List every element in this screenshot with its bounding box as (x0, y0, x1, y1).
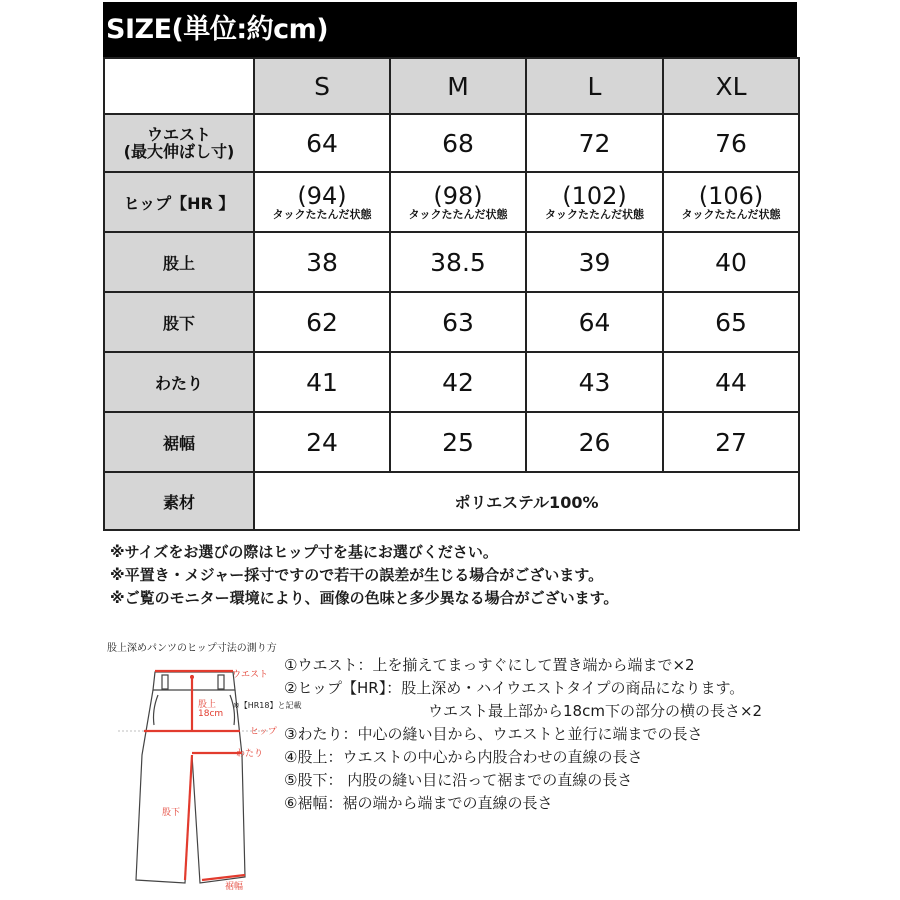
row-label-hem: 裾幅 (104, 412, 254, 472)
pants-illustration-icon (110, 655, 285, 895)
table-row-thigh (104, 352, 799, 412)
note-2: ※平置き・メジャー採寸ですので若干の誤差が生じる場合がございます。 (110, 566, 604, 584)
waist-xl: 76 (663, 114, 799, 172)
row-label-hip: ヒップ【HR 】 (104, 172, 254, 232)
inseam-s: 62 (254, 292, 390, 352)
size-table (103, 57, 800, 531)
size-header-l: L (526, 58, 663, 114)
size-table-title: SIZE(単位:約cm) (103, 2, 797, 58)
hip-s-value: (94) (297, 181, 347, 210)
table-row-rise (104, 232, 799, 292)
rise-xl: 40 (663, 232, 799, 292)
hip-xl (663, 172, 799, 232)
hem-m: 25 (390, 412, 526, 472)
waist-label-line2: (最大伸ばし寸) (123, 142, 235, 161)
diagram-label-hem: 裾幅 (225, 882, 244, 892)
table-row-hem (104, 412, 799, 472)
thigh-m: 42 (390, 352, 526, 412)
row-label-material: 素材 (104, 472, 254, 530)
waist-m: 68 (390, 114, 526, 172)
pants-diagram (110, 655, 302, 895)
waist-label-line1: ウエスト (146, 125, 211, 144)
diagram-label-rise: 股上 (198, 700, 217, 710)
howto-thigh: ③わたり：中心の縫い目から、ウエストと並行に端までの長さ (284, 725, 703, 743)
thigh-s: 41 (254, 352, 390, 412)
hip-xl-value: (106) (698, 181, 764, 210)
row-label-rise: 股上 (104, 232, 254, 292)
inseam-xl: 65 (663, 292, 799, 352)
diagram-label-waist: ウエスト (232, 670, 269, 680)
size-header-s: S (254, 58, 390, 114)
howto-hem: ⑥裾幅：裾の端から端までの直線の長さ (284, 794, 553, 812)
note-1: ※サイズをお選びの際はヒップ寸を基にお選びください。 (110, 543, 498, 561)
table-row-hip (104, 172, 799, 232)
thigh-xl: 44 (663, 352, 799, 412)
hip-m (390, 172, 526, 232)
waist-s: 64 (254, 114, 390, 172)
diagram-label-thigh: わたり (236, 749, 264, 759)
hip-m-note: タックたたんだ状態 (408, 207, 508, 221)
diagram-label-inseam: 股下 (162, 808, 181, 818)
hip-m-value: (98) (433, 181, 483, 210)
thigh-l: 43 (526, 352, 663, 412)
howto-hip-detail: ウエスト最上部から18cm下の部分の横の長さ×2 (428, 702, 763, 720)
howto-hip: ②ヒップ【HR】：股上深め・ハイウエストタイプの商品になります。 (284, 679, 745, 697)
note-3: ※ご覧のモニター環境により、画像の色味と多少異なる場合がございます。 (110, 589, 619, 607)
howto-rise: ④股上：ウエストの中心から内股合わせの直線の長さ (284, 748, 643, 766)
howto-inseam: ⑤股下： 内股の縫い目に沿って裾までの直線の長さ (284, 771, 633, 789)
table-row-waist (104, 114, 799, 172)
material-value: ポリエステル100% (254, 472, 799, 530)
rise-m: 38.5 (390, 232, 526, 292)
inseam-m: 63 (390, 292, 526, 352)
measurement-instructions (284, 654, 762, 815)
size-header-xl: XL (663, 58, 799, 114)
diagram-label-hr-note: ※【HR18】と記載 (233, 701, 302, 710)
size-header-m: M (390, 58, 526, 114)
size-notes (110, 541, 618, 610)
table-row-material (104, 472, 799, 530)
howto-waist: ①ウエスト：上を揃えてまっすぐにして置き端から端まで×2 (284, 656, 695, 674)
hem-xl: 27 (663, 412, 799, 472)
hip-l (526, 172, 663, 232)
waist-l: 72 (526, 114, 663, 172)
hip-l-note: タックたたんだ状態 (545, 207, 644, 221)
row-label-thigh: わたり (104, 352, 254, 412)
hip-s (254, 172, 390, 232)
row-label-inseam: 股下 (104, 292, 254, 352)
diagram-label-rise-cm: 18cm (198, 709, 224, 719)
size-header-row (104, 58, 799, 114)
inseam-l: 64 (526, 292, 663, 352)
diagram-label-hip: ヒップ (250, 727, 277, 737)
rise-s: 38 (254, 232, 390, 292)
hip-xl-note: タックたたんだ状態 (681, 207, 781, 221)
row-label-waist (104, 114, 254, 172)
diagram-title: 股上深めパンツのヒップ寸法の測り方 (107, 643, 277, 654)
hip-s-note: タックたたんだ状態 (272, 207, 372, 221)
hem-l: 26 (526, 412, 663, 472)
rise-l: 39 (526, 232, 663, 292)
table-row-inseam (104, 292, 799, 352)
hem-s: 24 (254, 412, 390, 472)
hip-l-value: (102) (562, 181, 627, 210)
corner-cell (104, 58, 254, 114)
